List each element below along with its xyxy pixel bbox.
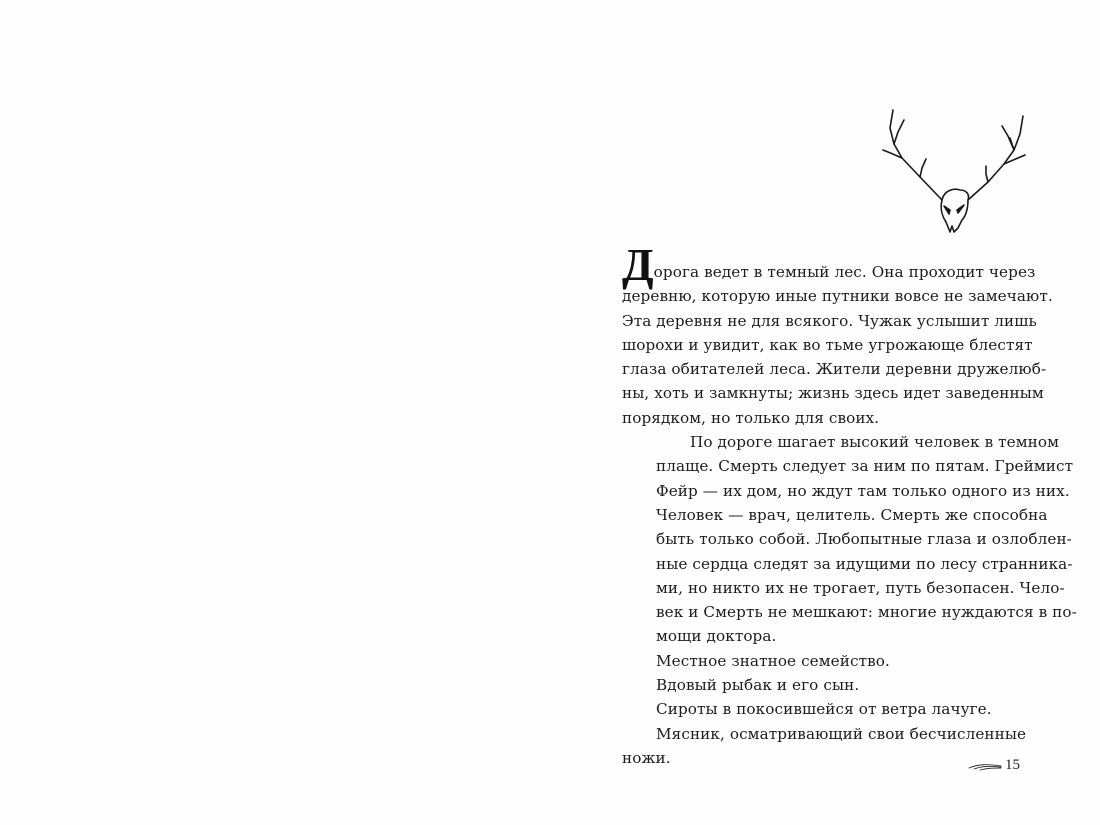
paragraph-1: Дорога ведет в темный лес. Она проходит через деревню, которую иные путники вовсе не замечают. Эта деревня не для всякого. Чужак услышит лишь шорохи и увидит, как во тьме угрожающе блестят глаза обитателей леса. Жители деревни дружелюб- ны, хоть и замкнуты; жизнь здесь идет заведенным порядком, но только для своих.: [622, 239, 1053, 427]
deer-skull-icon: [880, 92, 1030, 237]
page-footer: [968, 757, 1020, 774]
paragraph-4: Вдовый рыбак и его сын.: [656, 676, 860, 695]
page-number: 15: [1005, 757, 1020, 773]
paragraph-5: Сироты в покосившейся от ветра лачуге.: [656, 700, 992, 719]
paragraph-6: Мясник, осматривающий свои бесчисленные ножи.: [622, 724, 1027, 767]
paragraph-2: По дороге шагает высокий человек в темном плаще. Смерть следует за ним по пятам. Греймист Фейр — их дом, но ждут там только одного из них. Человек — врач, целитель. Смерть же способна быть только собой. Любопытные глаза и озлоблен- ные сердца следят за идущими по лесу странника- ми, но никто их не трогает, путь безопасен. Чело- век и Смерть не мешкают: многие нуждаются в по- мощи доктора.: [656, 433, 1077, 646]
drop-cap: Д: [622, 239, 653, 290]
flourish-icon: [968, 760, 1002, 772]
paragraph-3: Местное знатное семейство.: [656, 651, 890, 670]
